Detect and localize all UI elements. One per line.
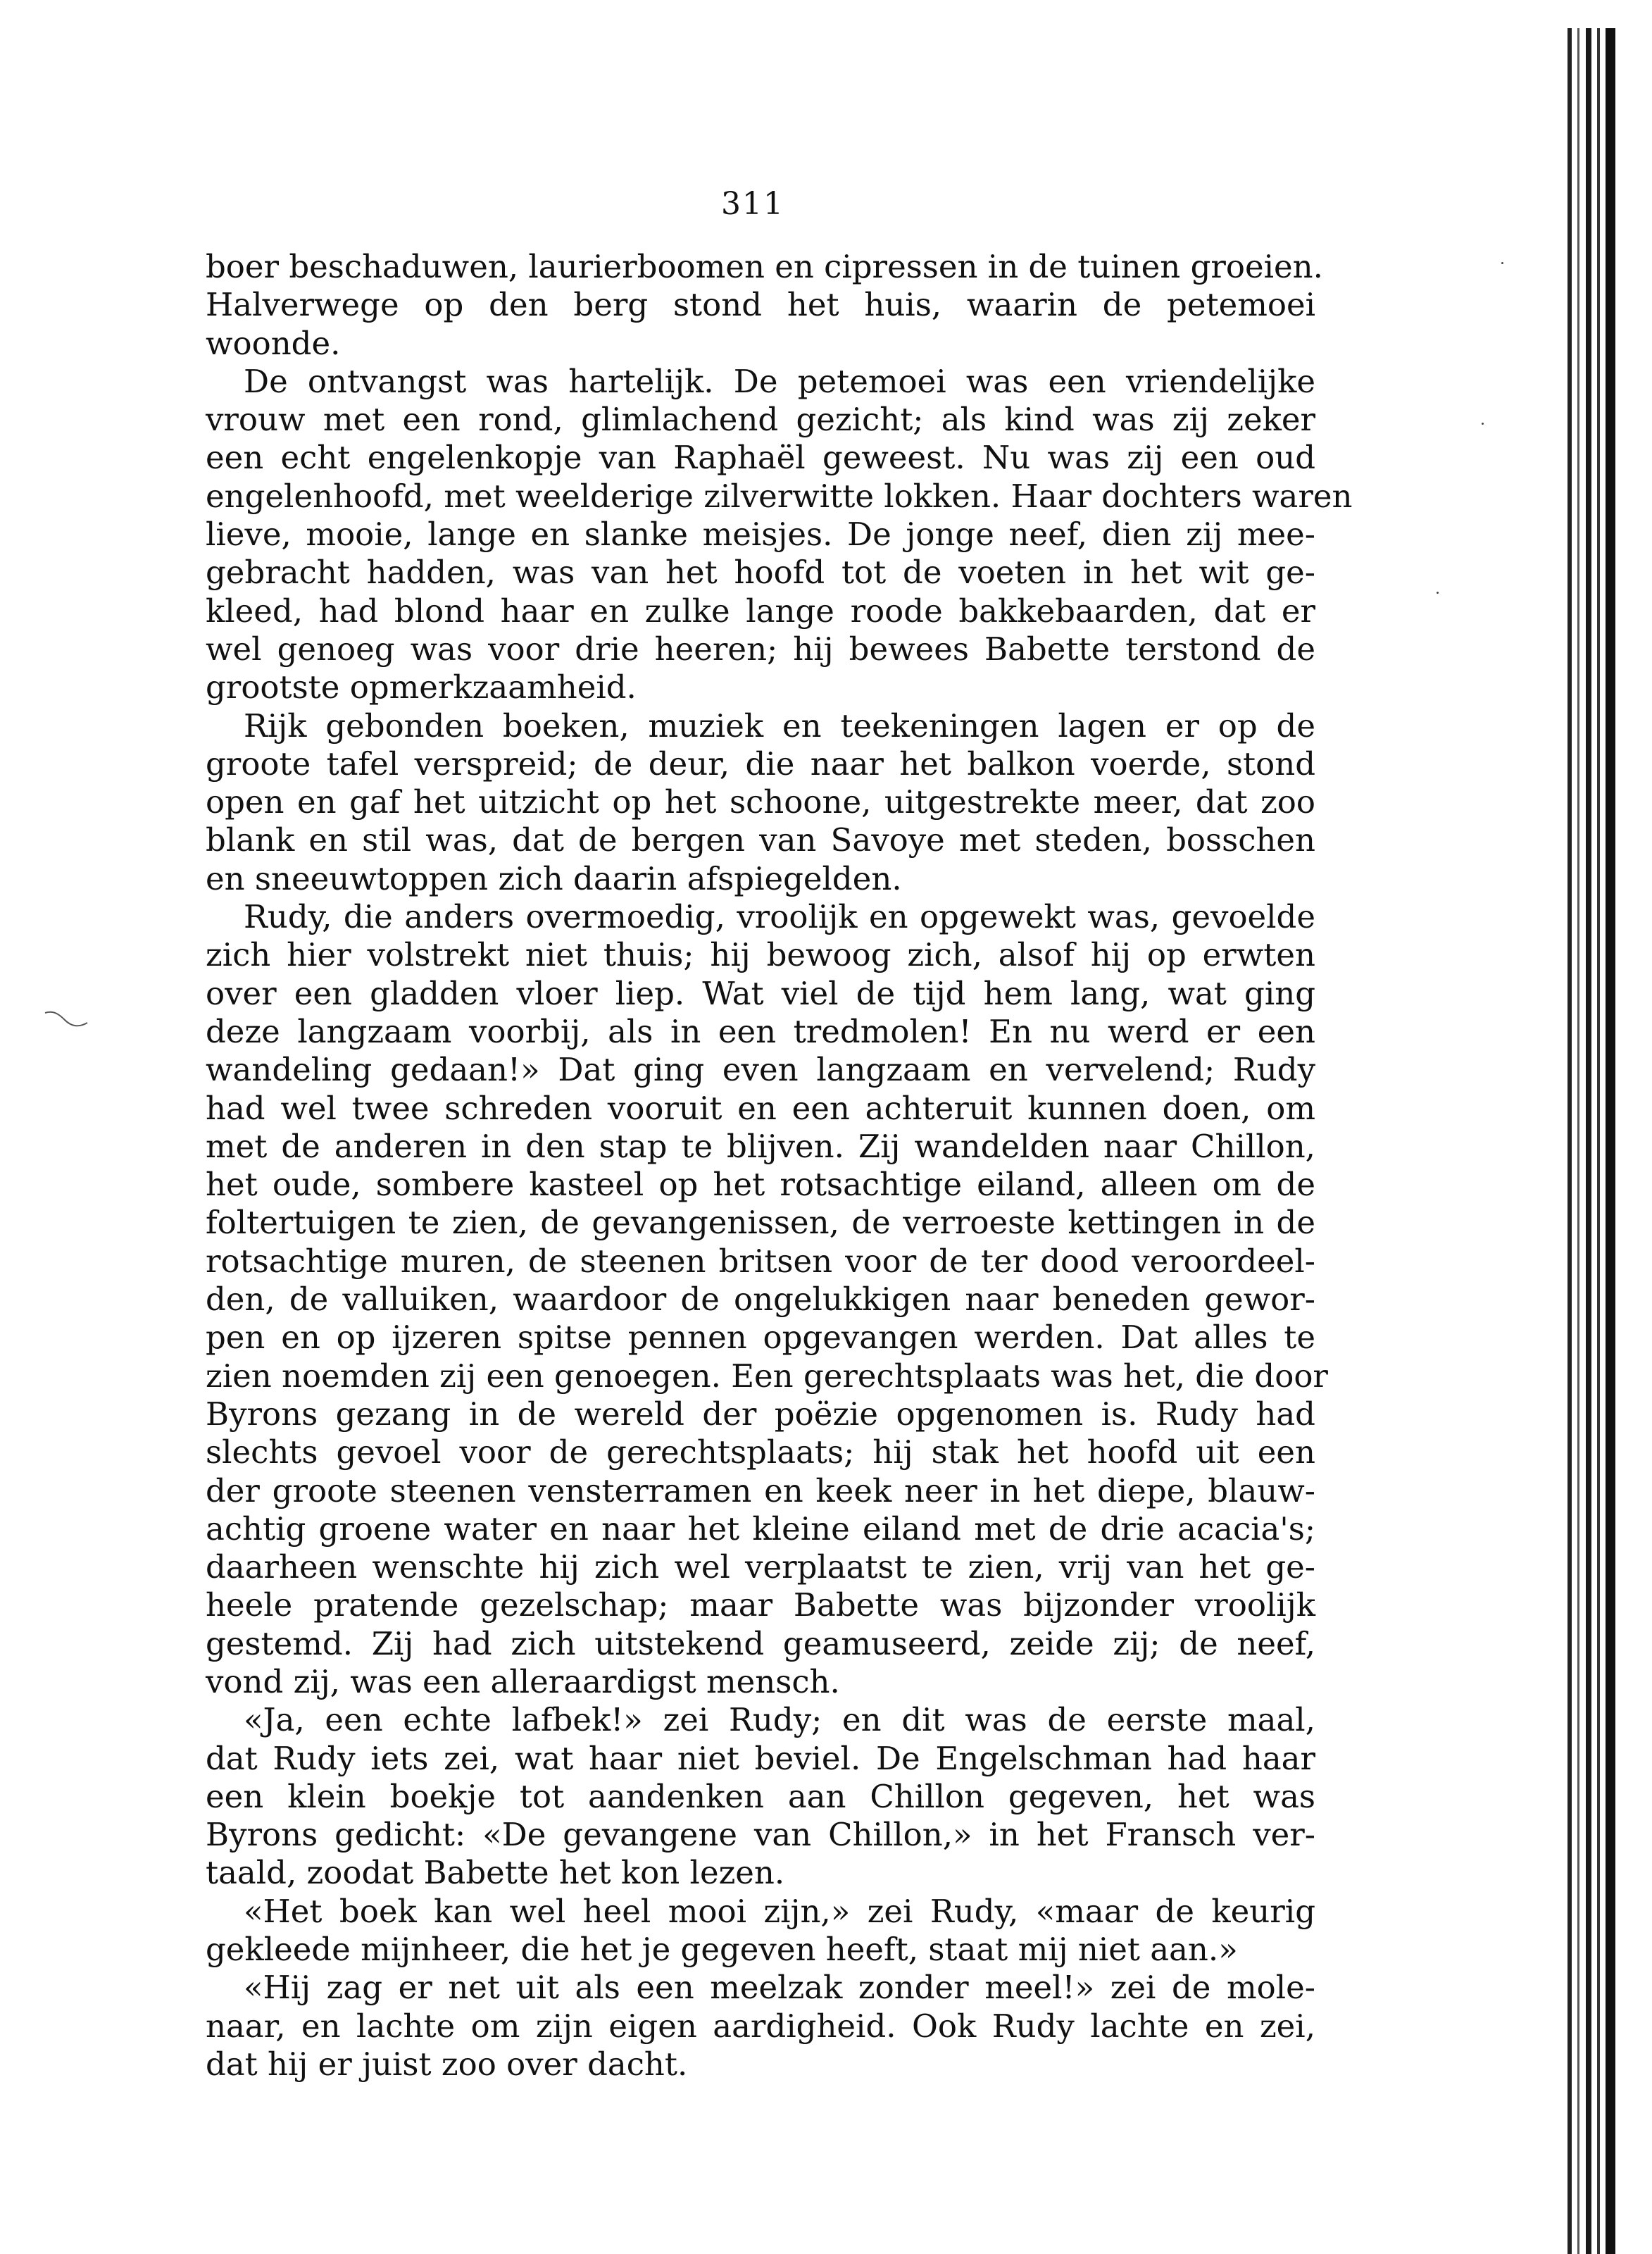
body-text	[206, 248, 1353, 2084]
text-line: slechts gevoel voor de gerechtsplaats; hij stak het hoofd uit een	[206, 1433, 1315, 1471]
text-line: woonde.	[206, 324, 341, 362]
text-line: grootste opmerkzaamheid.	[206, 668, 637, 706]
text-line: deze langzaam voorbij, als in een tredmolen! En nu werd er een	[206, 1012, 1315, 1050]
text-line: een echt engelenkopje van Raphaël geweest. Nu was zij een oud	[206, 439, 1315, 477]
text-line: wel genoeg was voor drie heeren; hij bewees Babette terstond de	[206, 630, 1315, 668]
pencil-mark	[44, 1007, 93, 1035]
text-line: «Ja, een echte lafbek!» zei Rudy; en dit was de eerste maal,	[244, 1701, 1315, 1739]
text-line: achtig groene water en naar het kleine eiland met de drie acacia's;	[206, 1509, 1315, 1548]
text-line: open en gaf het uitzicht op het schoone, uitgestrekte meer, dat zoo	[206, 783, 1315, 821]
text-line: lieve, mooie, lange en slanke meisjes. De jonge neef, dien zij mee-	[206, 516, 1315, 554]
text-line: De ontvangst was hartelijk. De petemoei was een vriendelijke	[244, 362, 1315, 400]
text-line: «Het boek kan wel heel mooi zijn,» zei Rudy, «maar de keurig	[244, 1892, 1315, 1930]
text-line: naar, en lachte om zijn eigen aardigheid. Ook Rudy lachte en zei,	[206, 2007, 1315, 2045]
text-line: en sneeuwtoppen zich daarin afspiegelden.	[206, 859, 902, 897]
paper-speck	[1501, 262, 1503, 264]
text-line: «Hij zag er net uit als een meelzak zonder meel!» zei de mole-	[244, 1969, 1315, 2007]
text-line: Rijk gebonden boeken, muziek en teekeningen lagen er op de	[244, 706, 1315, 745]
text-line: taald, zoodat Babette het kon lezen.	[206, 1854, 785, 1892]
page-number: 311	[721, 186, 784, 222]
text-line: Halverwege op den berg stond het huis, waarin de petemoei	[206, 286, 1315, 324]
text-line: gestemd. Zij had zich uitstekend geamuseerd, zeide zij; de neef,	[206, 1624, 1315, 1662]
text-line: der groote steenen vensterramen en keek neer in het diepe, blauw-	[206, 1471, 1315, 1509]
text-line: pen en op ijzeren spitse pennen opgevangen werden. Dat alles te	[206, 1319, 1315, 1357]
text-line: daarheen wenschte hij zich wel verplaatst te zien, vrij van het ge-	[206, 1548, 1315, 1586]
text-line: vrouw met een rond, glimlachend gezicht; als kind was zij zeker	[206, 401, 1315, 439]
paper-speck	[1437, 592, 1439, 594]
text-line: rotsachtige muren, de steenen britsen voor de ter dood veroordeel-	[206, 1242, 1315, 1280]
text-line: een klein boekje tot aandenken aan Chillon gegeven, het was	[206, 1777, 1315, 1815]
text-line: den, de valluiken, waardoor de ongelukkigen naar beneden gewor-	[206, 1281, 1315, 1319]
text-line: kleed, had blond haar en zulke lange roode bakkebaarden, dat er	[206, 592, 1315, 630]
text-line: zich hier volstrekt niet thuis; hij bewoog zich, alsof hij op erwten	[206, 936, 1315, 974]
text-line: engelenhoofd, met weelderige zilverwitte lokken. Haar dochters waren	[206, 477, 1353, 515]
text-line: het oude, sombere kasteel op het rotsachtige eiland, alleen om de	[206, 1166, 1315, 1204]
text-line: vond zij, was een alleraardigst mensch.	[206, 1662, 840, 1700]
text-line: foltertuigen te zien, de gevangenissen, de verroeste kettingen in de	[206, 1204, 1315, 1242]
text-line: met de anderen in den stap te blijven. Zij wandelden naar Chillon,	[206, 1127, 1315, 1165]
text-line: heele pratende gezelschap; maar Babette was bijzonder vroolijk	[206, 1586, 1315, 1624]
text-line: had wel twee schreden vooruit en een achteruit kunnen doen, om	[206, 1089, 1315, 1127]
text-line: Byrons gezang in de wereld der poëzie opgenomen is. Rudy had	[206, 1395, 1315, 1433]
text-line: gekleede mijnheer, die het je gegeven heeft, staat mij niet aan.»	[206, 1931, 1238, 1969]
text-line: over een gladden vloer liep. Wat viel de tijd hem lang, wat ging	[206, 974, 1315, 1012]
text-line: dat Rudy iets zei, wat haar niet beviel. De Engelschman had haar	[206, 1739, 1315, 1777]
binding-edge	[1560, 28, 1624, 2254]
text-line: Byrons gedicht: «De gevangene van Chillon,» in het Fransch ver-	[206, 1816, 1315, 1854]
paper-speck	[1482, 423, 1484, 425]
text-line: boer beschaduwen, laurierboomen en cipressen in de tuinen groeien.	[206, 248, 1323, 285]
text-line: dat hij er juist zoo over dacht.	[206, 2045, 688, 2083]
text-line: blank en stil was, dat de bergen van Savoye met steden, bosschen	[206, 821, 1315, 859]
text-line: groote tafel verspreid; de deur, die naar het balkon voerde, stond	[206, 745, 1315, 783]
text-line: gebracht hadden, was van het hoofd tot de voeten in het wit ge-	[206, 554, 1315, 592]
text-line: wandeling gedaan!» Dat ging even langzaam en vervelend; Rudy	[206, 1051, 1315, 1089]
text-line: Rudy, die anders overmoedig, vroolijk en opgewekt was, gevoelde	[244, 898, 1315, 936]
text-line: zien noemden zij een genoegen. Een gerechtsplaats was het, die door	[206, 1357, 1328, 1395]
